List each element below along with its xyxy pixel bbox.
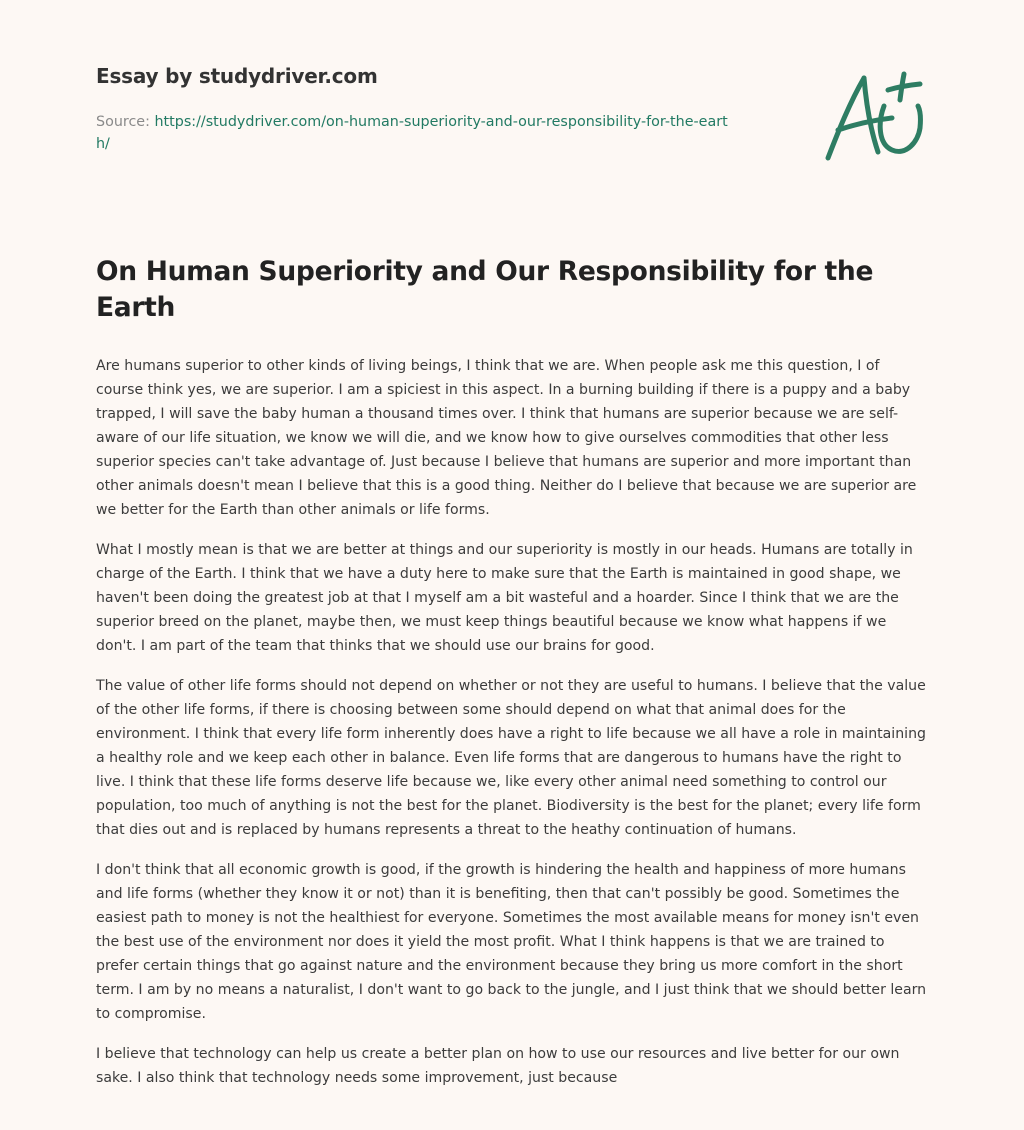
essay-body [96,354,928,1106]
essay-paragraph: What I mostly mean is that we are better at things and our superiority is mostly in our heads. Humans are totally in charge of the Earth. I think that we have a duty here to make sure that the Earth is maintained in good shape, we haven't been doing the greatest job at that I myself am a bit wasteful and a hoarder. Since I think that we are the superior breed on the planet, maybe then, we must keep things beautiful because we know what happens if we don't. I am part of the team that thinks that we should use our brains for good. [96,542,913,654]
essay-paragraph: I believe that technology can help us create a better plan on how to use our resources and live better for our own sake. I also think that technology needs some improvement, just because [96,1046,900,1086]
source-link[interactable]: https://studydriver.com/on-human-superiority-and-our-responsibility-for-the-earth/ [96,114,728,152]
source-line [96,111,736,155]
source-label: Source: [96,114,150,130]
site-title: Essay by studydriver.com [96,64,378,88]
essay-paragraph: I don't think that all economic growth is good, if the growth is hindering the health and happiness of more humans and life forms (whether they know it or not) than it is benefiting, then that can't possibly be good. Sometimes the easiest path to money is not the healthiest for everyone. Sometimes the most available means for money isn't even the best use of the environment nor does it yield the most profit. What I think happens is that we are trained to prefer certain things that go against nature and the environment because they bring us more comfort in the short term. I am by no means a naturalist, I don't want to go back to the jungle, and I just think that we should better learn to compromise. [96,862,927,1022]
essay-title: On Human Superiority and Our Responsibility for the Earth [96,256,874,323]
a-plus-logo [820,66,930,166]
essay-paragraph: The value of other life forms should not depend on whether or not they are useful to humans. I believe that the value of the other life forms, if there is choosing between some should depend on what that animal does for the environment. I think that every life form inherently does have a right to life because we all have a role in maintaining a healthy role and we keep each other in balance. Even life forms that are dangerous to humans have the right to live. I think that these life forms deserve life because we, like every other animal need something to control our population, too much of anything is not the best for the planet. Biodiversity is the best for the planet; every life form that dies out and is replaced by humans represents a threat to the heathy continuation of humans. [96,678,926,838]
essay-paragraph: Are humans superior to other kinds of living beings, I think that we are. When people ask me this question, I of course think yes, we are superior. I am a spiciest in this aspect. In a burning building if there is a puppy and a baby trapped, I will save the baby human a thousand times over. I think that humans are superior because we are self-aware of our life situation, we know we will die, and we know how to give ourselves commodities that other less superior species can't take advantage of. Just because I believe that humans are superior and more important than other animals doesn't mean I believe that this is a good thing. Neither do I believe that because we are superior are we better for the Earth than other animals or life forms. [96,358,917,518]
a-plus-logo-icon [820,66,930,166]
